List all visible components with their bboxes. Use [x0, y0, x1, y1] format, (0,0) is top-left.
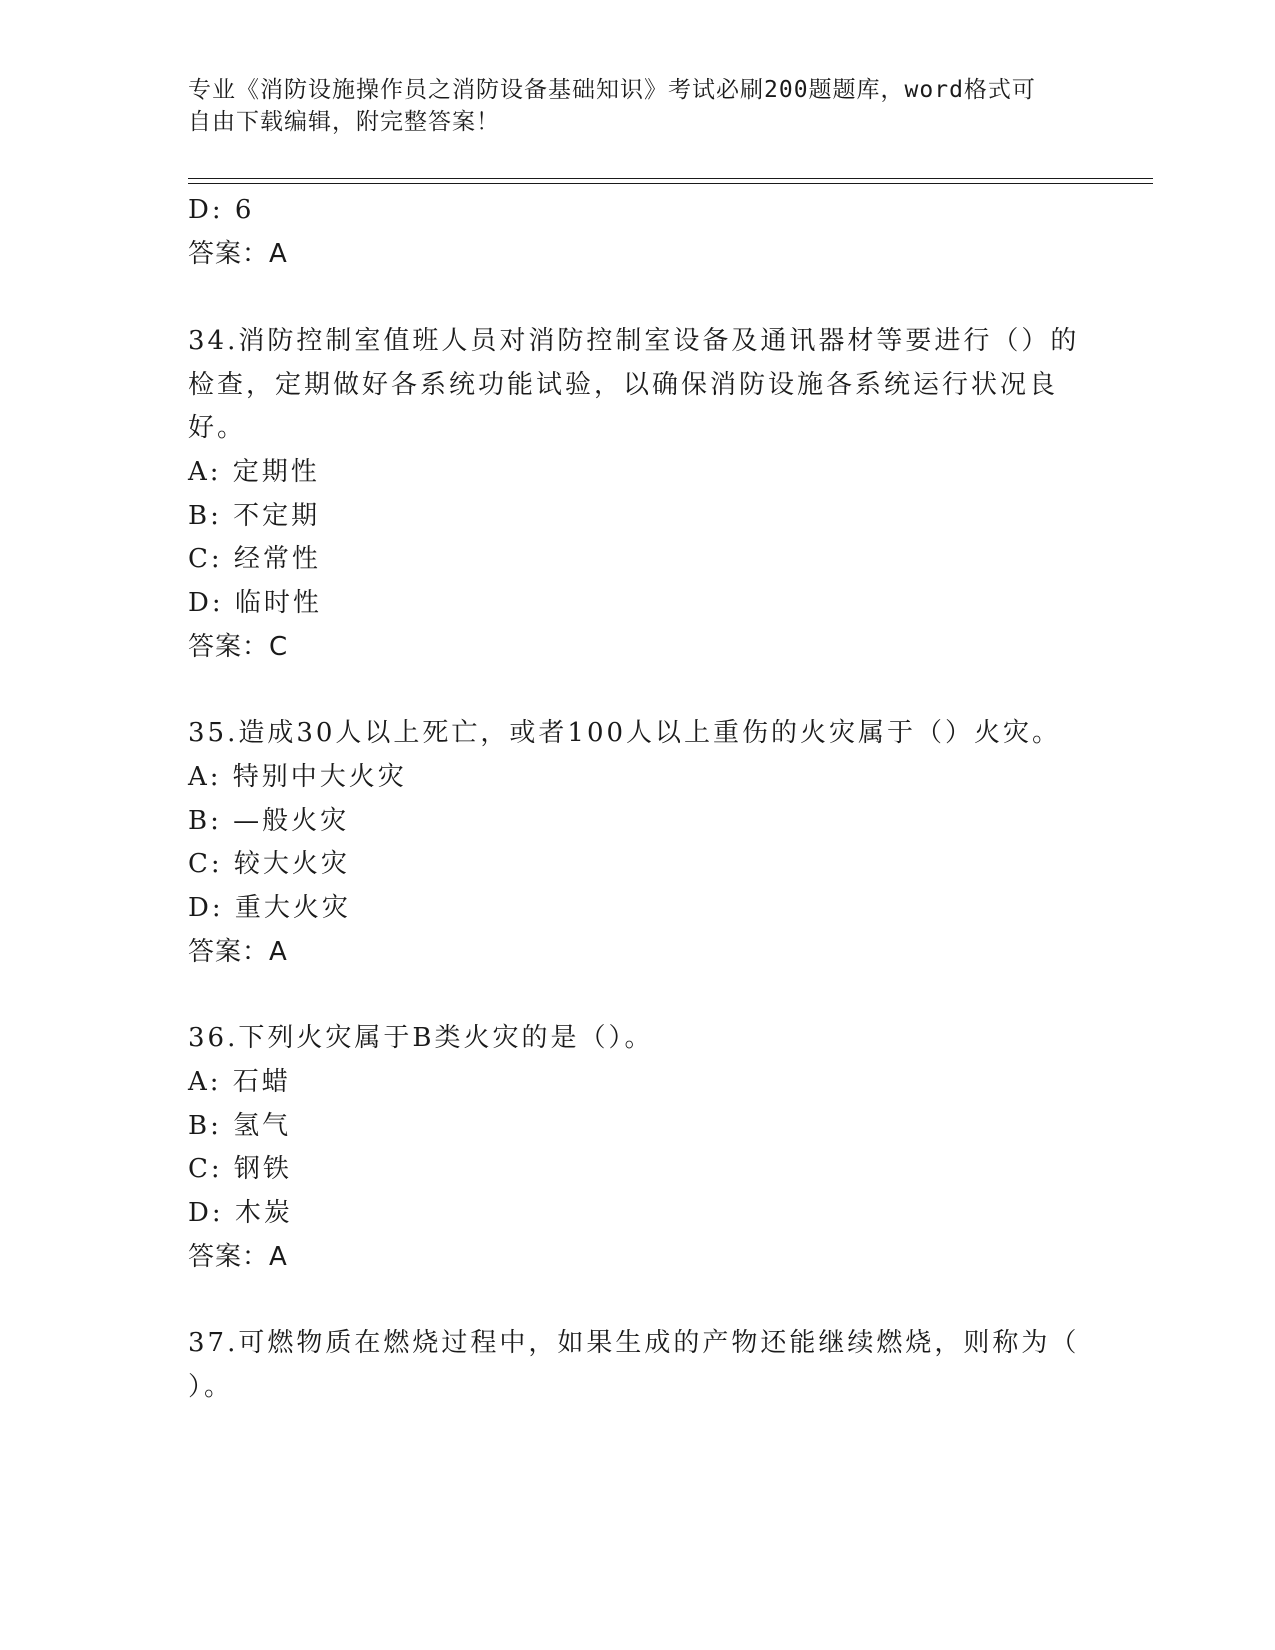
q36-option-b: B: 氢气 [188, 1111, 292, 1141]
q35-stem-line-1: 35.造成30人以上死亡，或者100人以上重伤的火灾属于（）火灾。 [188, 718, 1062, 748]
q35-option-d: D: 重大火灾 [188, 893, 351, 923]
q34-stem-line-2: 检查，定期做好各系统功能试验，以确保消防设施各系统运行状况良 [188, 370, 1059, 400]
q37-stem-line-1: 37.可燃物质在燃烧过程中，如果生成的产物还能继续燃烧，则称为（ [188, 1328, 1080, 1358]
q34-stem-line-3: 好。 [188, 413, 247, 443]
q37-stem-line-2: ）。 [188, 1372, 234, 1402]
q34-option-d: D: 临时性 [188, 588, 322, 618]
q34-stem-line-1: 34.消防控制室值班人员对消防控制室设备及通讯器材等要进行（）的 [188, 326, 1080, 356]
q35-option-a: A: 特别中大火灾 [188, 762, 407, 792]
q36-answer: 答案：A [188, 1242, 288, 1272]
q35-option-c: C: 较大火灾 [188, 849, 350, 879]
q35-answer: 答案：A [188, 937, 288, 967]
prev-answer: 答案：A [188, 239, 288, 269]
q35-option-b: B: —般火灾 [188, 806, 350, 836]
header-rule-top [188, 178, 1153, 179]
q34-answer: 答案：C [188, 632, 289, 662]
q34-option-b: B: 不定期 [188, 501, 321, 531]
document-header [188, 74, 1068, 138]
header-rule-bottom [188, 183, 1153, 184]
q36-stem-line-1: 36.下列火灾属于B类火灾的是（）。 [188, 1023, 654, 1053]
q36-option-c: C: 钢铁 [188, 1154, 292, 1184]
header-line-2: 自由下载编辑，附完整答案！ [188, 109, 500, 135]
q34-option-a: A: 定期性 [188, 457, 320, 487]
q36-option-a: A: 石蜡 [188, 1067, 291, 1097]
q34-option-c: C: 经常性 [188, 544, 321, 574]
header-line-1: 专业《消防设施操作员之消防设备基础知识》考试必刷200题题库，word格式可 [188, 77, 1036, 103]
q36-option-d: D: 木炭 [188, 1198, 293, 1228]
prev-option-d: D: 6 [188, 195, 255, 225]
